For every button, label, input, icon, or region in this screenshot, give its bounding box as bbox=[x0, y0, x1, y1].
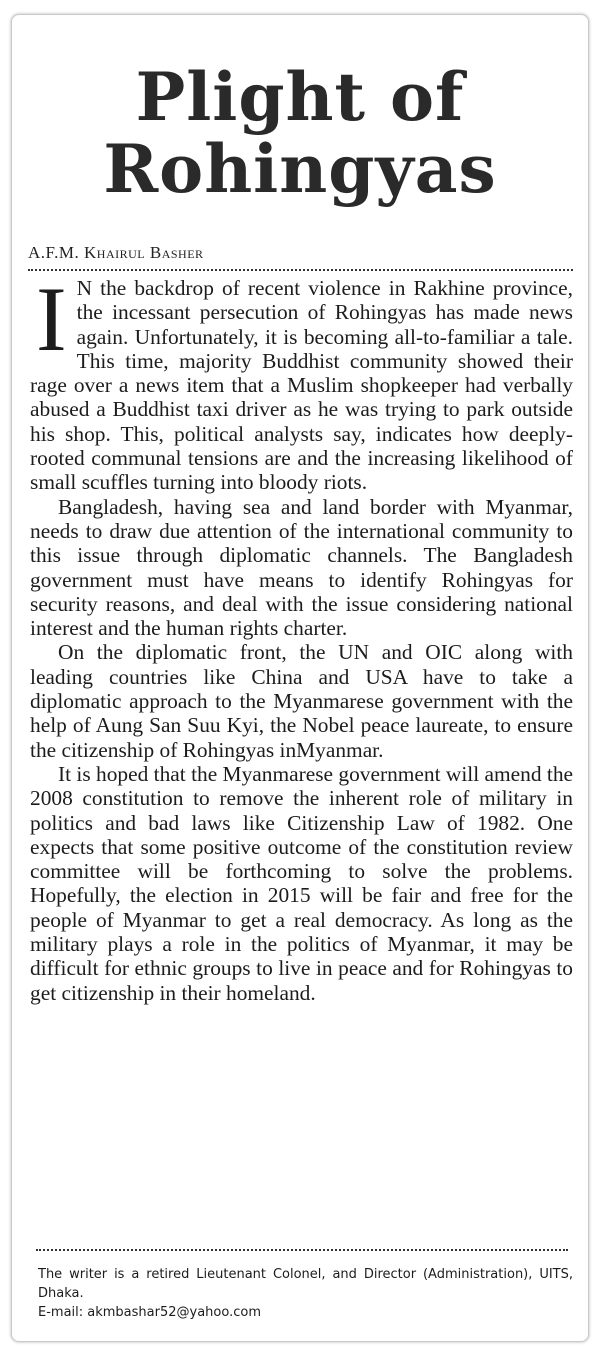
title-line-1: Plight of bbox=[135, 58, 465, 136]
drop-cap: I bbox=[36, 268, 67, 370]
paragraph-2: Bangladesh, having sea and land border with Myanmar, needs to draw due attention of the international community to this issue through diplomatic channels. The Bangladesh government must have means to identify Rohingyas for security reasons, and deal with the issue considering national interest and the human rights charter. bbox=[30, 494, 573, 641]
title-line-2: Rohingyas bbox=[103, 130, 497, 208]
paragraph-1 bbox=[30, 268, 573, 495]
paragraph-1-text: N the backdrop of recent violence in Rakhine province, the incessant persecution of Rohingyas has made news again. Unfortunately, it is becoming all-to-familiar a tale. This time, majority Buddhist community showed their rage over a news item that a Muslim shopkeeper had verbally abused a Buddhist taxi driver as he was trying to park outside his shop. This, political analysts say, indicates how deeply-rooted communal tensions are and the increasing likelihood of small scuffles turning into bloody riots. bbox=[30, 276, 573, 495]
author-footer bbox=[38, 1265, 573, 1322]
author-name: Khairul Basher bbox=[84, 243, 204, 262]
author-initials: A.F.M. bbox=[28, 243, 84, 262]
article-title bbox=[12, 58, 588, 208]
bottom-dotted-divider bbox=[36, 1249, 568, 1251]
article-body bbox=[30, 268, 574, 1005]
author-email: E-mail: akmbashar52@yahoo.com bbox=[38, 1305, 261, 1320]
top-dotted-divider bbox=[28, 269, 573, 271]
author-byline bbox=[28, 243, 204, 263]
paragraph-4: It is hoped that the Myanmarese government will amend the 2008 constitution to remove the inherent role of military in politics and bad laws like Citizenship Law of 1982. One expects that some positive outcome of the constitution review committee will be forthcoming to solve the problems. Hopefully, the election in 2015 will be fair and free for the people of Myanmar to get a real democracy. As long as the military plays a role in the politics of Myanmar, it may be difficult for ethnic groups to live in peace and for Rohingyas to get citizenship in their homeland. bbox=[30, 761, 574, 1005]
paragraph-3: On the diplomatic front, the UN and OIC along with leading countries like China and USA have to take a diplomatic approach to the Myanmarese government with the help of Aung San Suu Kyi, the Nobel peace laureate, to ensure the citizenship of Rohingyas inMyanmar. bbox=[30, 640, 573, 762]
author-note: The writer is a retired Lieutenant Colonel, and Director (Administration), UITS, Dhaka. bbox=[38, 1267, 573, 1301]
